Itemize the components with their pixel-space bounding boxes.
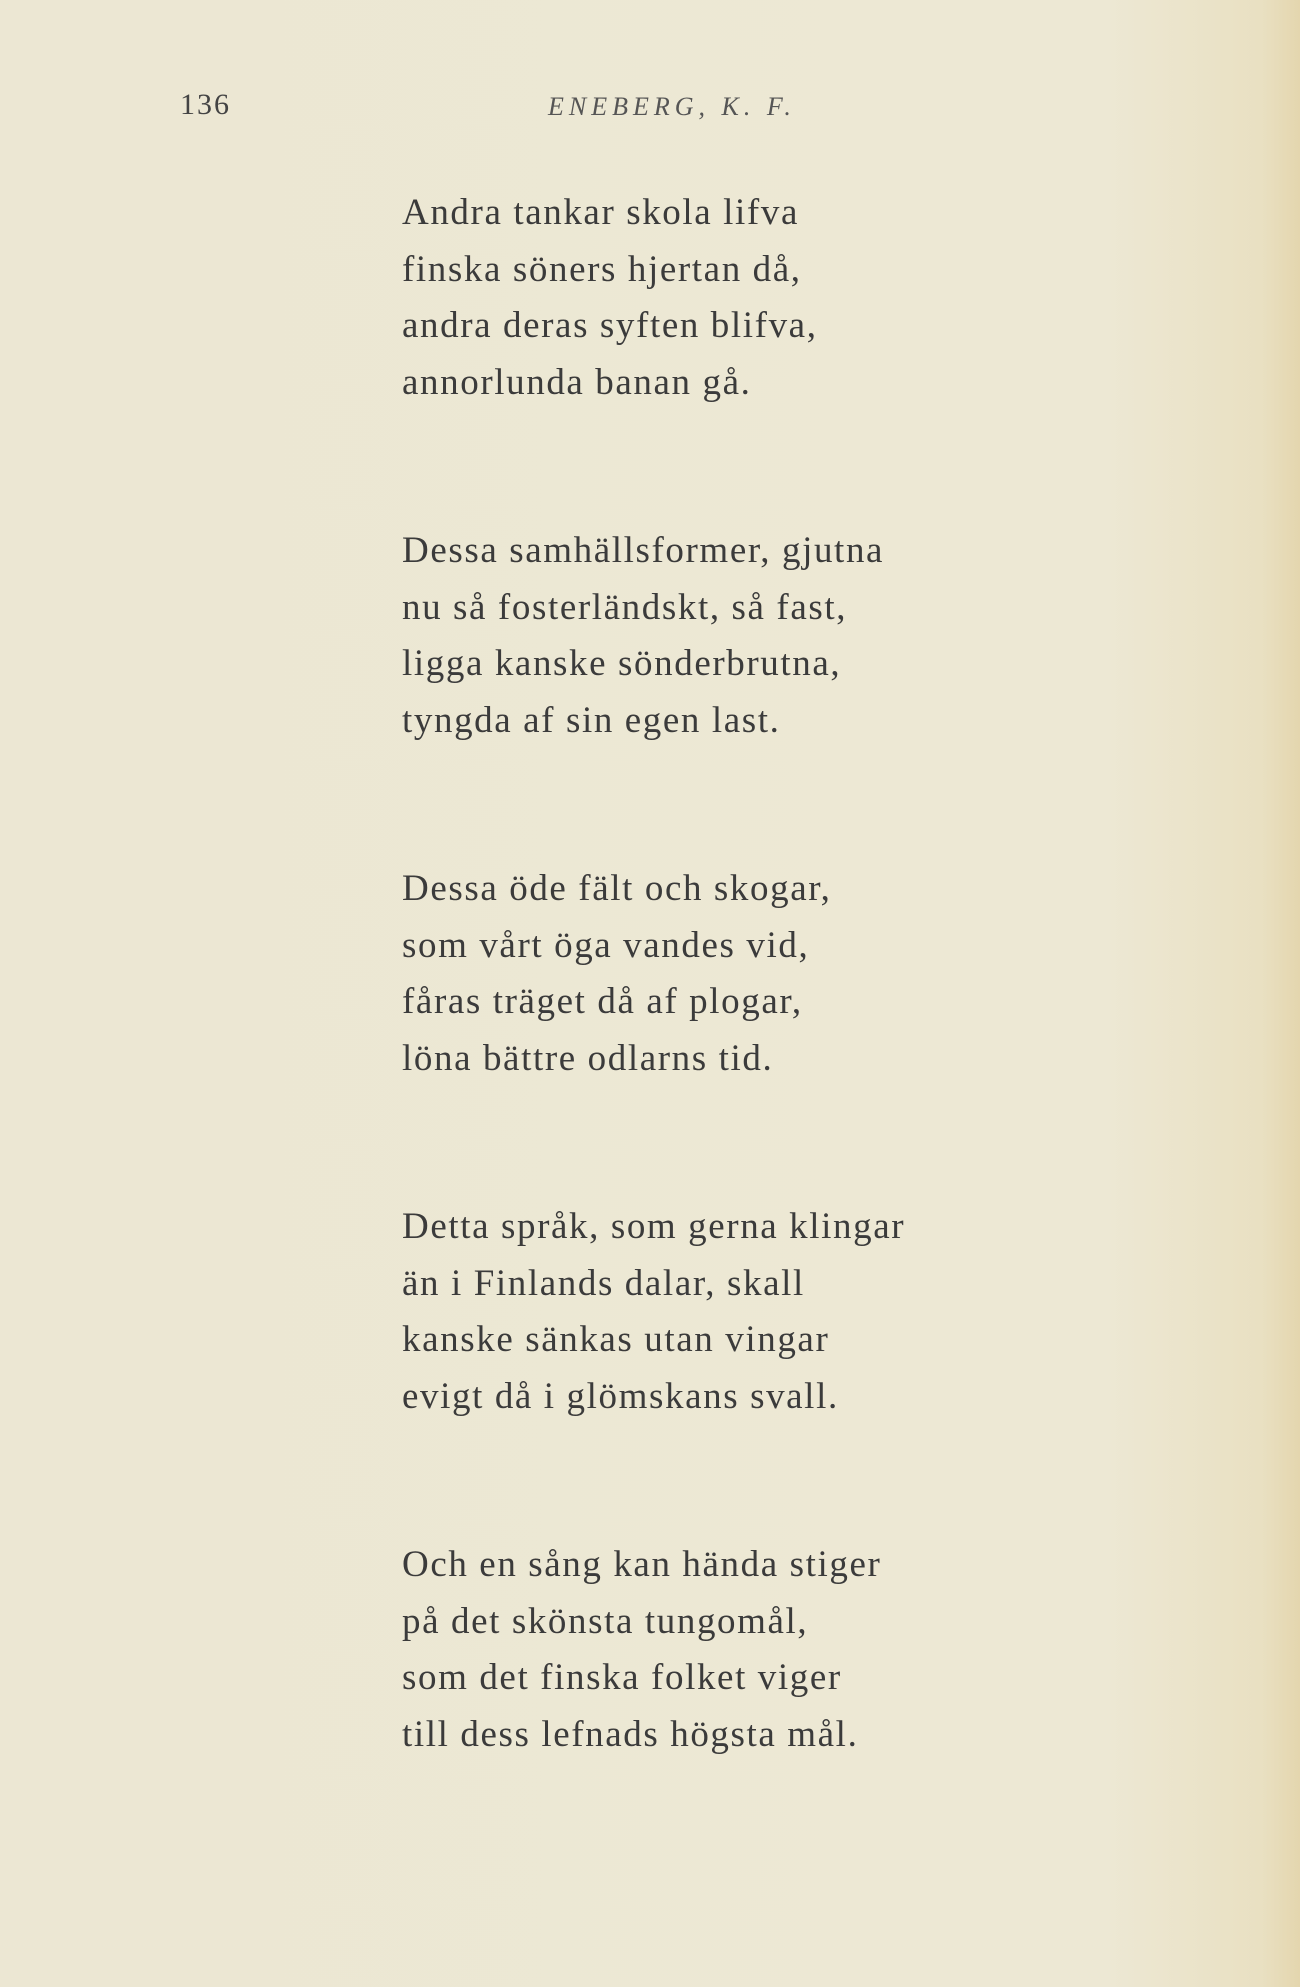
poem-line: på det skönsta tungomål, [402,1600,809,1642]
poem-line: Andra tankar skola lifva [402,192,799,233]
poem-line: evigt då i glömskans svall. [402,1375,839,1417]
poem-line: Och en sång kan hända stiger [402,1544,882,1585]
poem-line: som det finska folket viger [402,1657,842,1698]
stanza-2 [402,523,1102,749]
poem-line: tyngda af sin egen last. [402,699,781,741]
poem-line: till dess lefnads högsta mål. [402,1713,859,1755]
poem-line: finska söners hjertan då, [402,248,802,290]
poem-line: kanske sänkas utan vingar [402,1319,830,1360]
stanza-1 [402,185,1102,411]
stanza-3 [402,861,1102,1087]
stanza-4 [402,1199,1102,1425]
poem-line: Dessa öde fält och skogar, [402,868,832,909]
page-number: 136 [180,88,231,121]
poem-line: Detta språk, som gerna klingar [402,1206,906,1247]
running-head: ENEBERG, K. F. [548,92,796,121]
poem-line: andra deras syften blifva, [402,305,818,346]
poem-line: annorlunda banan gå. [402,361,752,403]
poem-line: ligga kanske sönderbrutna, [402,643,842,684]
poem-line: som vårt öga vandes vid, [402,924,810,966]
poem-line: nu så fosterländskt, så fast, [402,586,848,628]
poem-line: fåras träget då af plogar, [402,981,803,1022]
stanza-5 [402,1537,1102,1763]
poem-line: löna bättre odlarns tid. [402,1037,774,1079]
poem-line: Dessa samhällsformer, gjutna [402,530,885,571]
poem [402,185,1102,1875]
poem-line: än i Finlands dalar, skall [402,1262,805,1304]
